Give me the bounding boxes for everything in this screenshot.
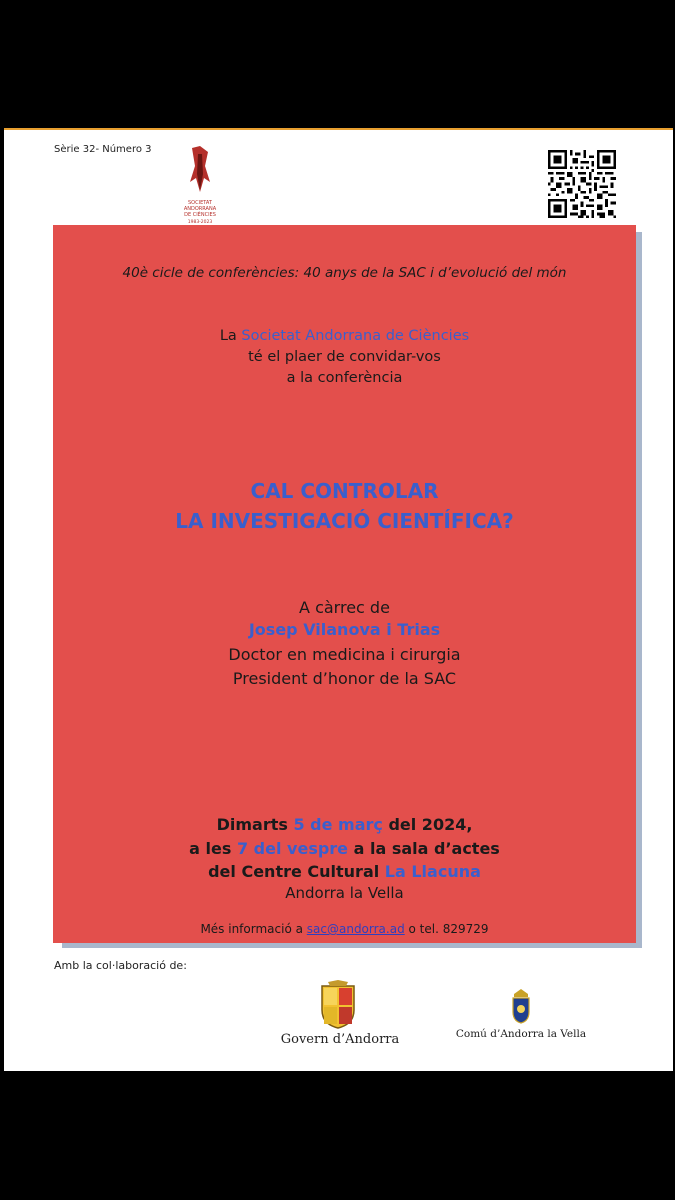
invitation-panel xyxy=(53,225,636,943)
info-prefix: Més informació a xyxy=(200,922,307,936)
invite-line-1 xyxy=(53,328,636,344)
speaker-name: Josep Vilanova i Trias xyxy=(248,620,441,639)
venue-prefix: del Centre Cultural xyxy=(208,862,385,881)
event-venue xyxy=(53,862,636,881)
venue-name: La Llacuna xyxy=(384,862,481,881)
comu-andorra-emblem xyxy=(510,988,532,1024)
conference-cycle: 40è cicle de conferències: 40 anys de la SAC i d’evolució del món xyxy=(122,265,567,281)
invite-line-2: té el plaer de convidar-vos xyxy=(248,349,441,365)
conference-title-line-2: LA INVESTIGACIÓ CIENTÍFICA? xyxy=(175,509,514,533)
organization-name: Societat Andorrana de Ciències xyxy=(241,328,470,344)
qr-code[interactable] xyxy=(548,150,616,218)
comu-andorra-name: Comú d’Andorra la Vella xyxy=(455,1028,587,1040)
event-city: Andorra la Vella xyxy=(285,884,404,902)
collaboration-label: Amb la col·laboració de: xyxy=(54,959,187,972)
logo-text-4: 1983-2023 xyxy=(187,220,213,225)
govern-andorra-name: Govern d’Andorra xyxy=(280,1032,400,1047)
flyer-page xyxy=(4,128,673,1071)
time-hour: 7 del vespre xyxy=(236,839,349,858)
logo-text-2: ANDORRANA xyxy=(183,206,217,212)
email-link[interactable]: sac@andorra.ad xyxy=(306,922,405,936)
event-date xyxy=(53,815,636,834)
series-number: Sèrie 32- Número 3 xyxy=(54,144,152,155)
logo-text-3: DE CIÈNCIES xyxy=(184,212,216,218)
time-suffix: a la sala d’actes xyxy=(348,839,500,858)
invite-prefix: La xyxy=(219,328,242,344)
conference-title-line-1: CAL CONTROLAR xyxy=(250,479,439,503)
more-info xyxy=(53,922,636,936)
speaker-role: President d’honor de la SAC xyxy=(232,669,457,688)
date-prefix: Dimarts xyxy=(216,815,294,834)
invite-line-3: a la conferència xyxy=(286,370,403,386)
speaker-intro: A càrrec de xyxy=(299,598,390,617)
event-time xyxy=(53,839,636,858)
sac-logo xyxy=(178,144,222,230)
logo-text-1: SOCIETAT xyxy=(188,200,212,206)
speaker-degree: Doctor en medicina i cirurgia xyxy=(228,645,461,664)
time-prefix: a les xyxy=(189,839,237,858)
date-day: 5 de març xyxy=(293,815,383,834)
date-suffix: del 2024, xyxy=(382,815,473,834)
govern-andorra-emblem xyxy=(314,980,362,1030)
info-phone: o tel. 829729 xyxy=(404,922,489,936)
